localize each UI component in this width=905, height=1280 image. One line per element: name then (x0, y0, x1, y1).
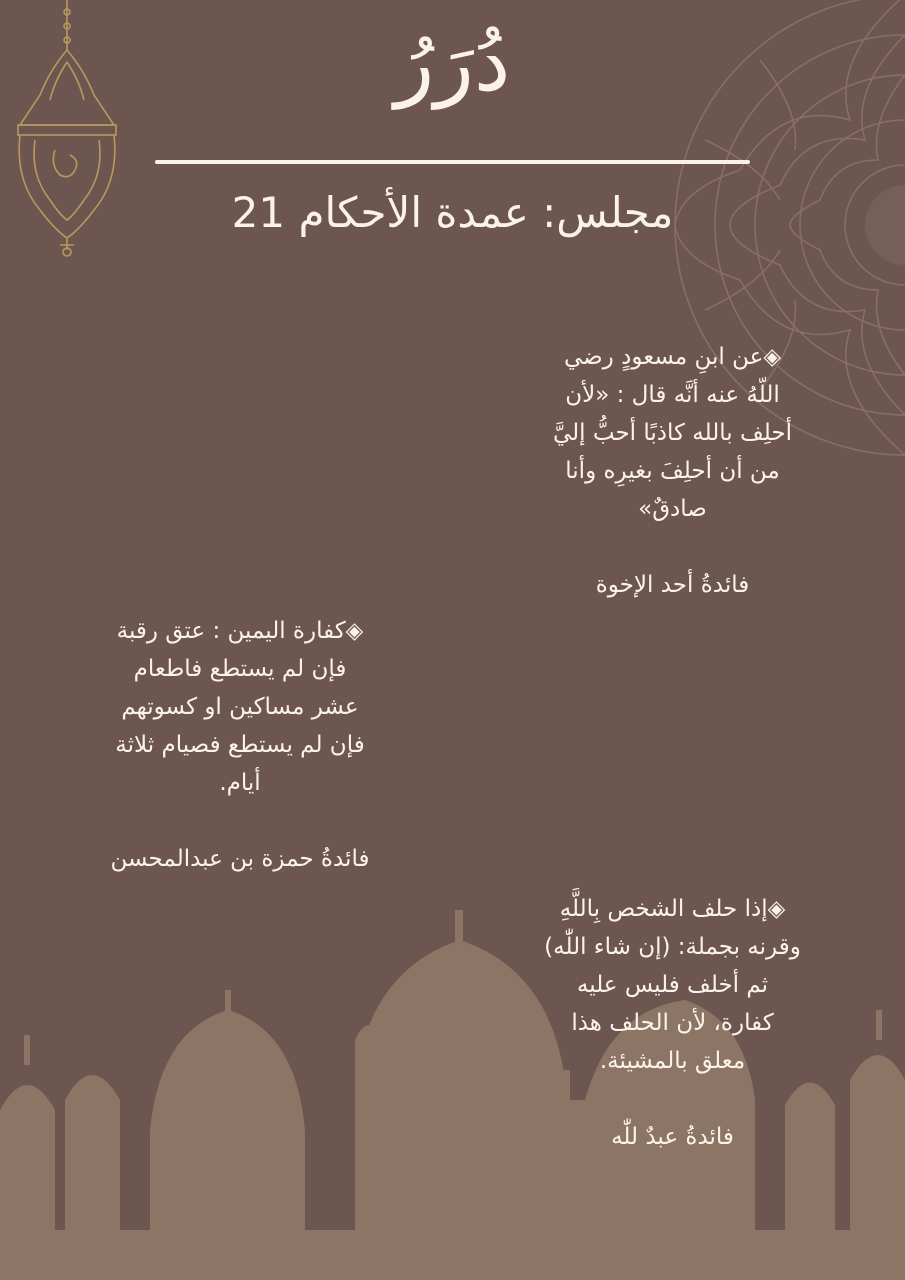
benefit-credit: فائدةُ عبدٌ للّٰه (611, 1124, 734, 1150)
benefit-line: فإن لم يستطع فصيام ثلاثة (115, 732, 365, 758)
title-divider (155, 160, 750, 164)
benefit-line: معلق بالمشيئة. (599, 1048, 746, 1074)
page-subtitle: مجلس: عمدة الأحكام 21 (231, 188, 674, 237)
benefit-line: عشر مساكين او كسوتهم (121, 694, 359, 720)
benefit-block-3 (500, 890, 845, 1156)
benefit-line: أحلِف بالله كاذبًا أحبُّ إليَّ (552, 420, 792, 446)
benefit-line: ◈عن ابنِ مسعودٍ رضي (563, 344, 782, 370)
benefit-line: من أن أحلِفَ بغيرِه وأنا (565, 458, 780, 484)
benefit-line: ◈إذا حلف الشخص بِاللَّهِ (559, 896, 786, 922)
benefit-line: أيام. (219, 770, 261, 796)
benefit-line: اللّهُ عنه أنَّه قال : «لأن (565, 382, 780, 408)
benefit-block-2 (65, 612, 415, 878)
benefit-credit: فائدةُ أحد الإخوة (595, 572, 750, 598)
benefit-line: ◈كفارة اليمين : عتق رقبة (116, 618, 364, 644)
page-title: دُرَرُ (394, 15, 511, 110)
benefit-line: كفارة، لأن الحلف هذا (571, 1010, 774, 1036)
benefit-block-1 (500, 338, 845, 604)
benefit-line: فإن لم يستطع فاطعام (133, 656, 347, 682)
benefit-line: ثم أخلف فليس عليه (576, 972, 769, 998)
benefit-credit: فائدةُ حمزة بن عبدالمحسن (110, 846, 370, 872)
benefit-line: وقرنه بجملة: (إن شاء اللّٰه) (544, 934, 801, 960)
benefit-line: صادقٌ» (638, 496, 707, 522)
